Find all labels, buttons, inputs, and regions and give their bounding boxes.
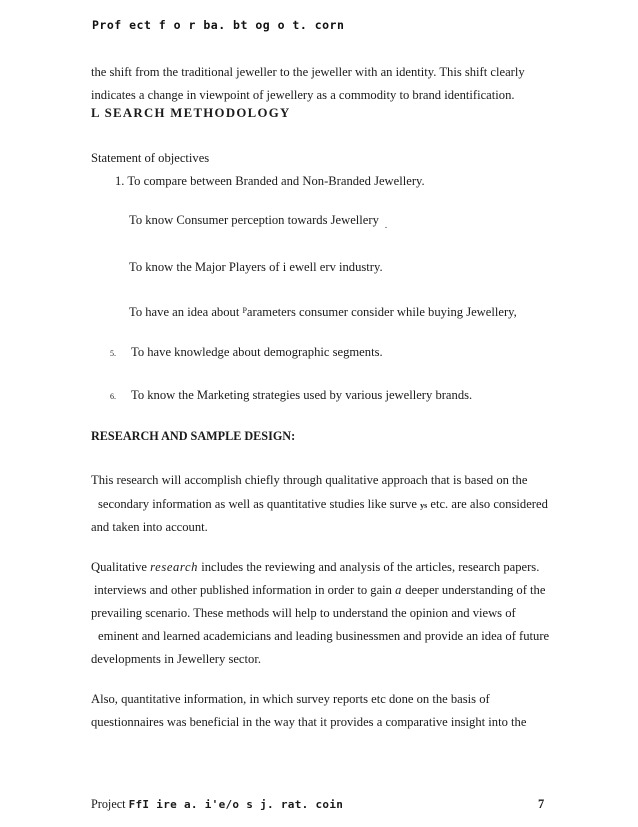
page-header: Prof ect f o r ba. bt og o t. corn <box>92 18 345 32</box>
objective-4-mark: P <box>242 306 247 315</box>
objective-4-post: arameters consumer consider while buying Jewellery, <box>246 305 517 319</box>
design-p2-line-2 <box>94 579 545 602</box>
design-p2-line-1-post: includes the reviewing and analysis of the articles, research papers. <box>198 560 540 574</box>
objective-6: To know the Marketing strategies used by various jewellery brands. <box>131 388 473 402</box>
design-p2-line-2-italic: a <box>395 583 403 597</box>
design-heading: RESEARCH AND SAMPLE DESIGN: <box>91 429 296 443</box>
design-p3-line-1: Also, quantitative information, in which survey reports etc done on the basis of <box>91 692 490 706</box>
page-number: 7 <box>538 797 545 811</box>
objective-2-mark: . <box>384 220 388 230</box>
design-p3-line-2: questionnaires was beneficial in the way that it provides a comparative insight into the <box>91 715 527 729</box>
objective-3: To know the Major Players of i ewell erv industry. <box>129 260 383 274</box>
design-p1-line-2-pre: secondary information as well as quantitative studies like surve <box>98 497 421 511</box>
design-p2-line-1-pre: Qualitative <box>91 560 151 574</box>
intro-line-1: the shift from the traditional jeweller to the jeweller with an identity. This shift clearly <box>91 65 525 79</box>
design-p1-line-1: This research will accomplish chiefly through qualitative approach that is based on the <box>91 473 528 487</box>
objective-4-pre: To have an idea about <box>129 305 243 319</box>
objective-5: To have knowledge about demographic segments. <box>131 345 383 359</box>
design-p2-line-3: prevailing scenario. These methods will help to understand the opinion and views of <box>91 606 516 620</box>
design-p1-line-3: and taken into account. <box>91 520 208 534</box>
design-p1-line-2 <box>98 493 548 517</box>
objective-5-number: 5. <box>110 349 116 358</box>
objectives-label: Statement of objectives <box>91 151 210 165</box>
design-p2-line-5: developments in Jewellery sector. <box>91 652 261 666</box>
objective-2-text: To know Consumer perception towards Jewellery <box>129 213 379 227</box>
page-footer <box>91 797 343 812</box>
objective-2 <box>129 209 387 237</box>
objective-6-number: 6. <box>110 392 116 401</box>
objective-1: 1. To compare between Branded and Non-Branded Jewellery. <box>115 174 425 188</box>
design-p2-line-2-pre: interviews and other published information in order to gain <box>94 583 396 597</box>
design-p2-line-1 <box>91 556 539 579</box>
intro-line-2: indicates a change in viewpoint of jewellery as a commodity to brand identification. <box>91 88 515 102</box>
footer-site: FfI ire a. i'e/o s j. rat. coin <box>128 798 344 811</box>
design-p2-line-4: eminent and learned academicians and leading businessmen and provide an idea of future <box>98 629 550 643</box>
methodology-heading: L SEARCH METHODOLOGY <box>91 106 291 120</box>
design-p1-line-2-mark: ys <box>420 501 428 510</box>
objective-4 <box>129 299 517 324</box>
footer-prefix: Project <box>91 797 129 811</box>
design-p2-line-2-post: deeper understanding of the <box>402 583 546 597</box>
design-p1-line-2-post: etc. are also considered <box>427 497 548 511</box>
design-p2-line-1-italic: research <box>150 560 199 574</box>
